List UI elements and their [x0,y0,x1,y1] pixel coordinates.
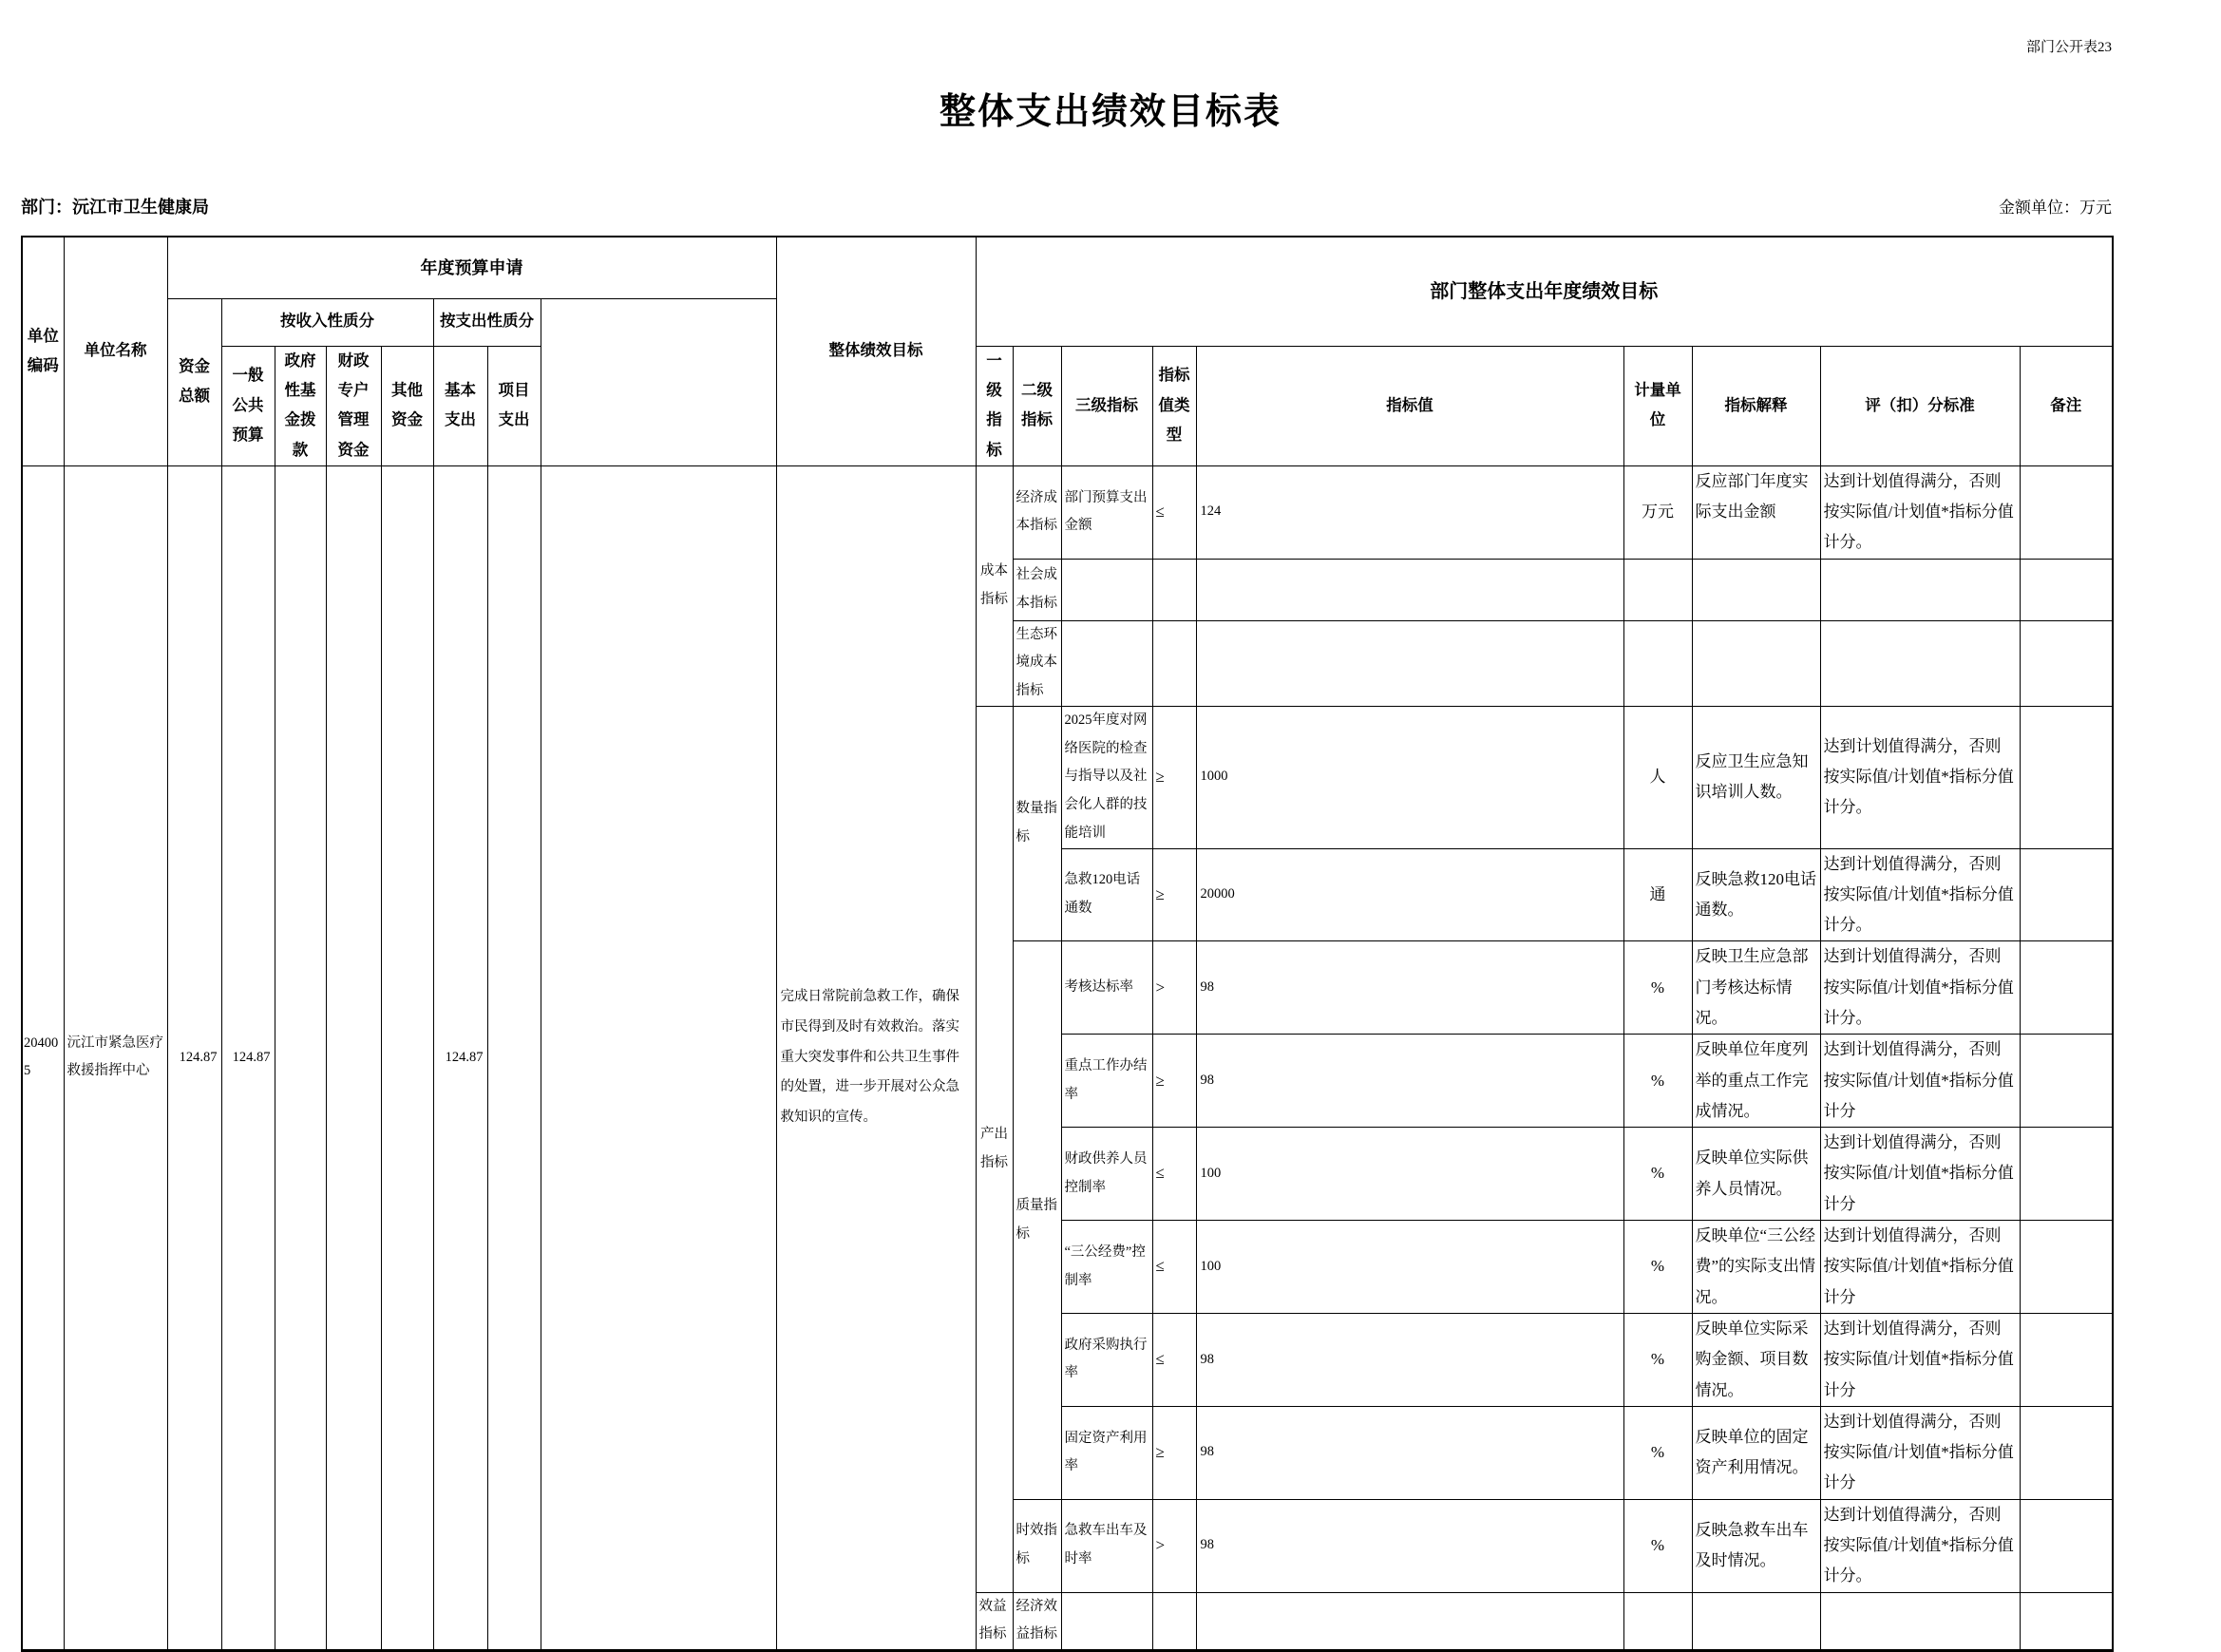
remark-cell [2020,1313,2113,1406]
level2-cell: 经济成本指标 [1013,465,1061,559]
scoring-cell: 达到计划值得满分，否则按实际值/计划值*指标分值计分。 [1820,941,2020,1035]
scoring-cell: 达到计划值得满分，否则按实际值/计划值*指标分值计分 [1820,1313,2020,1406]
unit-name-cell: 沅江市紧急医疗救援指挥中心 [64,465,167,1650]
sheet-number: 部门公开表23 [2025,40,2112,55]
other-funds-cell [381,465,433,1650]
value-cell: 98 [1196,1313,1623,1406]
value-cell: 20000 [1196,848,1623,941]
level3-cell: 考核达标率 [1061,941,1152,1035]
explanation-cell: 反映单位“三公经费”的实际支出情况。 [1692,1221,1820,1314]
remark-cell [2020,559,2113,620]
level3-cell: 财政供养人员控制率 [1061,1128,1152,1221]
explanation-cell: 反映单位年度列举的重点工作完成情况。 [1692,1035,1820,1128]
value-type-cell: > [1152,1499,1196,1592]
indicator-row [22,465,2113,559]
scoring-cell [1820,559,2020,620]
value-type-cell: ≥ [1152,706,1196,848]
explanation-cell: 反映单位实际采购金额、项目数情况。 [1692,1313,1820,1406]
department-label: 部门：沅江市卫生健康局 [21,198,209,217]
scoring-cell: 达到计划值得满分，否则按实际值/计划值*指标分值计分 [1820,1128,2020,1221]
level2-cell: 质量指标 [1013,941,1061,1499]
scoring-cell: 达到计划值得满分，否则按实际值/计划值*指标分值计分 [1820,1221,2020,1314]
unit-code-cell: 204005 [22,465,64,1650]
remark-cell [2020,1221,2113,1314]
meta-row [21,194,2112,218]
value-cell: 100 [1196,1221,1623,1314]
explanation-cell [1692,1592,1820,1650]
header-by-income: 按收入性质分 [221,298,433,346]
value-cell: 98 [1196,1406,1623,1499]
remark-cell [2020,465,2113,559]
unit-cell: 通 [1623,848,1692,941]
level3-cell: 重点工作办结率 [1061,1035,1152,1128]
level2-cell: 时效指标 [1013,1499,1061,1592]
unit-cell: 人 [1623,706,1692,848]
header-measure-unit: 计量单位 [1623,346,1692,465]
remark-cell [2020,941,2113,1035]
unit-cell [1623,559,1692,620]
header-gov-fund: 政府性基金拨款 [275,346,326,465]
header-level3: 三级指标 [1061,346,1152,465]
header-by-expense: 按支出性质分 [433,298,541,346]
remark-cell [2020,1499,2113,1592]
explanation-cell: 反映卫生应急部门考核达标情况。 [1692,941,1820,1035]
explanation-cell: 反映单位实际供养人员情况。 [1692,1128,1820,1221]
value-type-cell: ≥ [1152,1406,1196,1499]
remark-cell [2020,1035,2113,1128]
explanation-cell: 反映单位的固定资产利用情况。 [1692,1406,1820,1499]
scoring-cell [1820,1592,2020,1650]
unit-cell [1623,1592,1692,1650]
level3-cell [1061,1592,1152,1650]
value-cell: 1000 [1196,706,1623,848]
header-annual-budget: 年度预算申请 [167,237,776,298]
level3-cell: 固定资产利用率 [1061,1406,1152,1499]
header-scoring: 评（扣）分标准 [1820,346,2020,465]
value-type-cell: > [1152,941,1196,1035]
value-cell: 98 [1196,1499,1623,1592]
scoring-cell: 达到计划值得满分，否则按实际值/计划值*指标分值计分 [1820,1406,2020,1499]
spacer-cell [541,465,776,1650]
explanation-cell [1692,559,1820,620]
explanation-cell: 反应卫生应急知识培训人数。 [1692,706,1820,848]
value-cell: 98 [1196,1035,1623,1128]
remark-cell [2020,1128,2113,1221]
general-public-budget-cell: 124.87 [221,465,275,1650]
level2-cell: 经济效益指标 [1013,1592,1061,1650]
basic-expense-cell: 124.87 [433,465,487,1650]
level3-cell: 急救车出车及时率 [1061,1499,1152,1592]
value-cell: 124 [1196,465,1623,559]
level3-cell: 急救120电话通数 [1061,848,1152,941]
header-overall-goal: 整体绩效目标 [776,237,976,465]
value-cell [1196,1592,1623,1650]
header-value-type: 指标值类型 [1152,346,1196,465]
unit-cell: % [1623,941,1692,1035]
gov-fund-cell [275,465,326,1650]
value-cell [1196,559,1623,620]
fiscal-account-cell [326,465,381,1650]
level2-cell: 生态环境成本指标 [1013,620,1061,706]
amount-unit-label: 金额单位：万元 [1999,199,2112,217]
overall-goal-cell: 完成日常院前急救工作，确保市民得到及时有效救治。落实重大突发事件和公共卫生事件的处置，进一步开展对公众急救知识的宣传。 [776,465,976,1650]
value-cell: 98 [1196,941,1623,1035]
level3-cell [1061,620,1152,706]
remark-cell [2020,706,2113,848]
value-type-cell: ≤ [1152,465,1196,559]
level3-cell: 政府采购执行率 [1061,1313,1152,1406]
header-row-3 [22,346,2113,465]
value-type-cell: ≤ [1152,1313,1196,1406]
unit-cell: % [1623,1221,1692,1314]
page-title: 整体支出绩效目标表 [939,92,1281,132]
level3-cell: 部门预算支出金额 [1061,465,1152,559]
level2-cell: 数量指标 [1013,706,1061,940]
header-basic-expense: 基本支出 [433,346,487,465]
value-cell [1196,620,1623,706]
unit-cell: % [1623,1035,1692,1128]
value-cell: 100 [1196,1128,1623,1221]
performance-table [21,236,2114,1652]
header-project-expense: 项目支出 [487,346,541,465]
header-level2: 二级指标 [1013,346,1061,465]
total-funds-cell: 124.87 [167,465,221,1650]
level1-cell: 效益指标 [976,1592,1013,1650]
header-fiscal-account: 财政专户管理资金 [326,346,381,465]
header-remark: 备注 [2020,346,2113,465]
project-expense-cell [487,465,541,1650]
header-value: 指标值 [1196,346,1623,465]
level1-cell: 成本指标 [976,465,1013,706]
header-spacer [541,298,776,465]
unit-cell: % [1623,1128,1692,1221]
explanation-cell: 反映急救车出车及时情况。 [1692,1499,1820,1592]
value-type-cell [1152,559,1196,620]
level3-cell [1061,559,1152,620]
level3-cell: “三公经费”控制率 [1061,1221,1152,1314]
value-type-cell: ≥ [1152,848,1196,941]
header-explanation: 指标解释 [1692,346,1820,465]
header-unit-code: 单位编码 [22,237,64,465]
explanation-cell [1692,620,1820,706]
scoring-cell [1820,620,2020,706]
scoring-cell: 达到计划值得满分，否则按实际值/计划值*指标分值计分。 [1820,465,2020,559]
value-type-cell: ≥ [1152,1035,1196,1128]
value-type-cell [1152,1592,1196,1650]
unit-cell: % [1623,1406,1692,1499]
unit-cell: % [1623,1499,1692,1592]
unit-cell: % [1623,1313,1692,1406]
value-type-cell: ≤ [1152,1128,1196,1221]
scoring-cell: 达到计划值得满分，否则按实际值/计划值*指标分值计分。 [1820,1499,2020,1592]
unit-cell: 万元 [1623,465,1692,559]
scoring-cell: 达到计划值得满分，否则按实际值/计划值*指标分值计分。 [1820,848,2020,941]
value-type-cell [1152,620,1196,706]
header-annual-perf-goal: 部门整体支出年度绩效目标 [976,237,2113,346]
remark-cell [2020,848,2113,941]
scoring-cell: 达到计划值得满分，否则按实际值/计划值*指标分值计分 [1820,1035,2020,1128]
unit-cell [1623,620,1692,706]
remark-cell [2020,1406,2113,1499]
header-total-funds: 资金总额 [167,298,221,465]
header-other-funds: 其他资金 [381,346,433,465]
header-row-1 [22,237,2113,298]
scoring-cell: 达到计划值得满分，否则按实际值/计划值*指标分值计分。 [1820,706,2020,848]
explanation-cell: 反映急救120电话通数。 [1692,848,1820,941]
level2-cell: 社会成本指标 [1013,559,1061,620]
header-general-public-budget: 一般公共预算 [221,346,275,465]
value-type-cell: ≤ [1152,1221,1196,1314]
header-unit-name: 单位名称 [64,237,167,465]
level1-cell: 产出指标 [976,706,1013,1592]
remark-cell [2020,620,2113,706]
explanation-cell: 反应部门年度实际支出金额 [1692,465,1820,559]
header-level1: 一级指标 [976,346,1013,465]
level3-cell: 2025年度对网络医院的检查与指导以及社会化人群的技能培训 [1061,706,1152,848]
remark-cell [2020,1592,2113,1650]
